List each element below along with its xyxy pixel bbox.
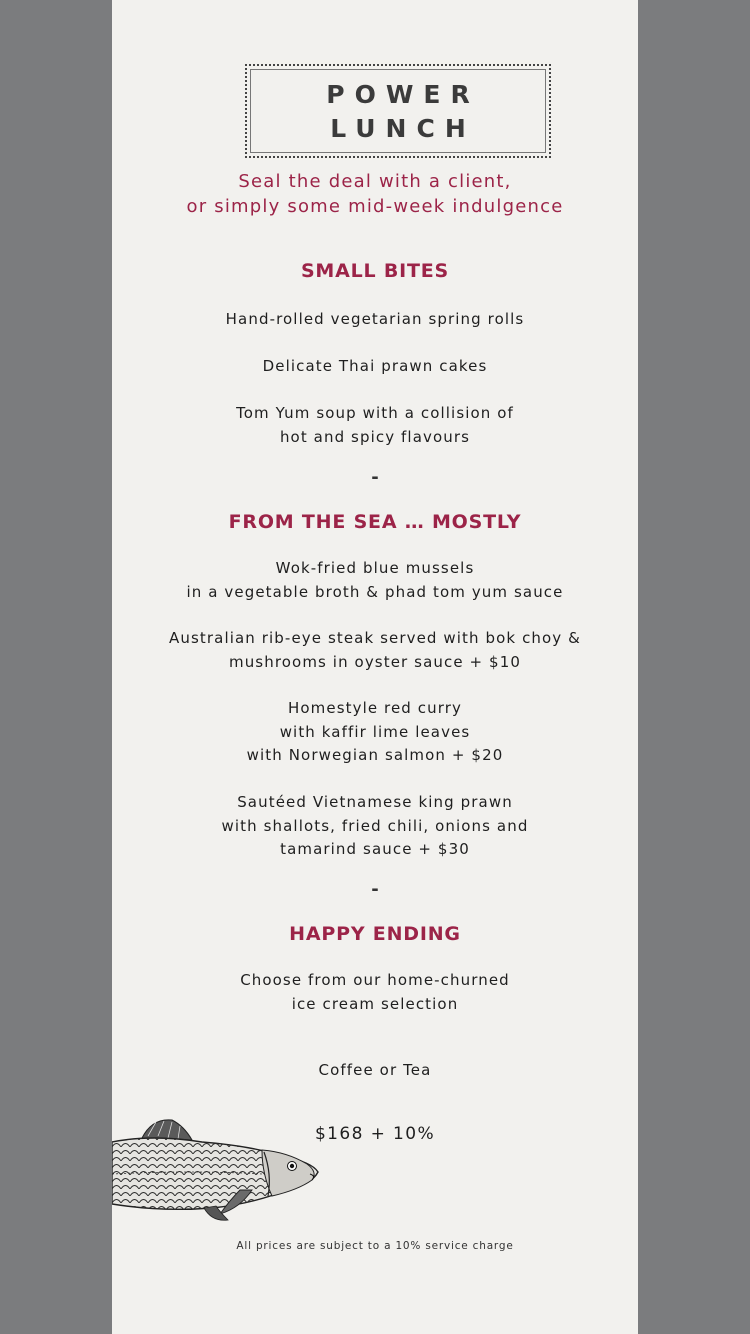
section-heading-happy-ending: HAPPY ENDING xyxy=(289,923,461,945)
menu-item-line: with Norwegian salmon + $20 xyxy=(246,746,504,764)
menu-item-line: tamarind sauce + $30 xyxy=(280,840,470,858)
set-price: $168 + 10% xyxy=(314,1124,436,1144)
menu-item xyxy=(112,557,638,604)
menu-item-line: with shallots, fried chili, onions and xyxy=(221,816,529,835)
menu-item-line: in a vegetable broth & phad tom yum sauce xyxy=(186,582,564,601)
menu-item xyxy=(112,791,638,862)
menu-item xyxy=(112,697,638,768)
menu-card xyxy=(112,0,638,1334)
title-frame xyxy=(245,64,551,158)
menu-item xyxy=(112,969,638,1016)
section-heading-small-bites: SMALL BITES xyxy=(300,260,450,282)
tagline-line-1: Seal the deal with a client, xyxy=(238,171,512,192)
service-charge-footnote: All prices are subject to a 10% service charge xyxy=(236,1240,514,1252)
menu-item-line: Sautéed Vietnamese king prawn xyxy=(237,793,513,811)
tagline-line-2: or simply some mid-week indulgence xyxy=(186,196,564,217)
menu-item xyxy=(112,627,638,674)
section-heading-from-the-sea: FROM THE SEA … MOSTLY xyxy=(228,511,522,533)
menu-item-line: mushrooms in oyster sauce + $10 xyxy=(228,652,521,671)
section-separator: - xyxy=(371,467,379,488)
menu-item-line: Delicate Thai prawn cakes xyxy=(262,357,488,375)
menu-item xyxy=(112,1059,638,1083)
menu-item-line: Homestyle red curry xyxy=(288,699,462,717)
menu-item-line: Wok-fried blue mussels xyxy=(275,559,475,577)
fish-illustration-icon xyxy=(112,1112,322,1230)
menu-item-line: Choose from our home-churned xyxy=(240,971,510,989)
title-line-1: POWER xyxy=(326,80,480,109)
menu-item xyxy=(112,355,638,379)
menu-item-line: Australian rib-eye steak served with bok choy & xyxy=(169,629,581,647)
menu-item-line: ice cream selection xyxy=(291,994,459,1013)
menu-item-line: hot and spicy flavours xyxy=(279,427,471,446)
menu-item-line: Hand-rolled vegetarian spring rolls xyxy=(225,310,525,328)
menu-item xyxy=(112,308,638,332)
menu-item-line: with kaffir lime leaves xyxy=(279,722,471,741)
section-separator: - xyxy=(371,879,379,900)
menu-item xyxy=(112,402,638,449)
title-line-2: LUNCH xyxy=(330,114,476,143)
menu-item-line: Tom Yum soup with a collision of xyxy=(236,404,514,422)
menu-item-line: Coffee or Tea xyxy=(318,1061,432,1079)
